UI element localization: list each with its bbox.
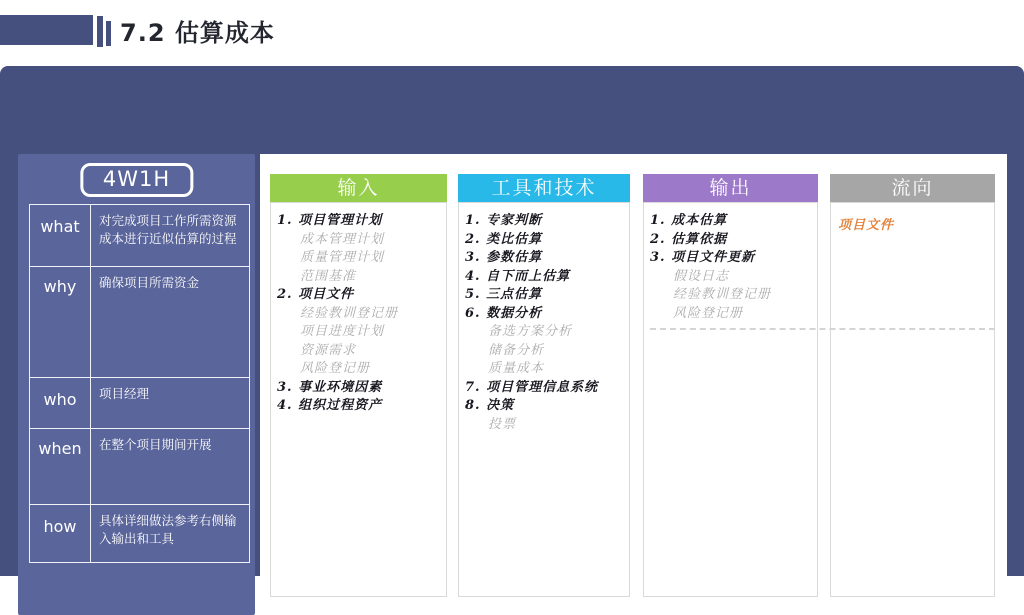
list-item: 项目文件 [838, 218, 895, 233]
sidebar-row-value: 对完成项目工作所需资源成本进行近似估算的过程 [99, 213, 237, 246]
sidebar-row-label: who [30, 378, 91, 428]
dashed-separator [650, 328, 995, 330]
list-item: 风险登记册 [673, 305, 744, 321]
list-item: 4. 自下而上估算 [465, 268, 571, 284]
list-item: 3. 事业环境因素 [277, 379, 383, 395]
list-item: 2. 项目文件 [277, 287, 355, 302]
column-body [270, 202, 447, 597]
sidebar-row-who [30, 378, 249, 429]
title-accent-bar [0, 15, 93, 45]
list-item: 经验教训登记册 [673, 287, 772, 302]
list-item: 假设日志 [673, 268, 730, 284]
list-item: 1. 项目管理计划 [277, 213, 383, 228]
title-tick-bar-1 [97, 16, 103, 47]
column-header: 输出 [643, 174, 818, 202]
column-1 [458, 174, 630, 597]
sidebar-4w1h-panel [18, 154, 255, 615]
list-item: 项目进度计划 [300, 324, 385, 339]
column-header: 工具和技术 [458, 174, 630, 202]
sidebar-row-label: what [30, 205, 91, 266]
column-header: 流向 [830, 174, 995, 202]
sidebar-row-value: 确保项目所需资金 [99, 275, 200, 290]
page-title: 7.2 估算成本 [120, 19, 275, 47]
column-body [643, 202, 818, 597]
list-item: 2. 类比估算 [465, 231, 543, 247]
sidebar-row-why [30, 267, 249, 378]
list-item: 5. 三点估算 [465, 287, 543, 302]
list-item: 储备分析 [488, 342, 545, 358]
list-item: 3. 参数估算 [465, 250, 543, 265]
list-item: 备选方案分析 [488, 324, 573, 339]
itto-content-panel [260, 154, 1007, 615]
sidebar-row-value: 在整个项目期间开展 [99, 437, 212, 452]
list-item: 6. 数据分析 [465, 305, 543, 321]
list-item: 4. 组织过程资产 [277, 398, 383, 413]
list-item: 8. 决策 [465, 398, 515, 413]
sidebar-row-how [30, 505, 249, 563]
sidebar-row-label: how [30, 505, 91, 562]
list-item: 资源需求 [300, 342, 357, 358]
list-item: 投票 [488, 416, 517, 432]
column-body [830, 202, 995, 597]
column-header: 输入 [270, 174, 447, 202]
list-item: 1. 成本估算 [650, 213, 728, 228]
sidebar-row-value: 具体详细做法参考右侧输入输出和工具 [99, 513, 237, 546]
list-item: 2. 估算依据 [650, 231, 728, 247]
list-item: 成本管理计划 [300, 231, 385, 247]
sidebar-row-what [30, 205, 249, 267]
sidebar-row-label: why [30, 267, 91, 377]
column-3 [830, 174, 995, 597]
column-0 [270, 174, 447, 597]
list-item: 风险登记册 [300, 361, 371, 376]
list-item: 经验教训登记册 [300, 305, 399, 321]
sidebar-row-value: 项目经理 [99, 386, 150, 401]
badge-4w1h: 4W1H [80, 163, 193, 197]
list-item: 7. 项目管理信息系统 [465, 379, 599, 395]
sidebar-table [29, 204, 250, 563]
list-item: 质量管理计划 [300, 250, 385, 265]
column-2 [643, 174, 818, 597]
column-body [458, 202, 630, 597]
sidebar-row-when [30, 429, 249, 505]
list-item: 1. 专家判断 [465, 213, 543, 228]
slide-body-background [0, 66, 1024, 576]
title-tick-bar-2 [106, 21, 111, 46]
list-item: 3. 项目文件更新 [650, 250, 756, 265]
list-item: 质量成本 [488, 361, 545, 376]
sidebar-row-label: when [30, 429, 91, 504]
list-item: 范围基准 [300, 268, 357, 284]
